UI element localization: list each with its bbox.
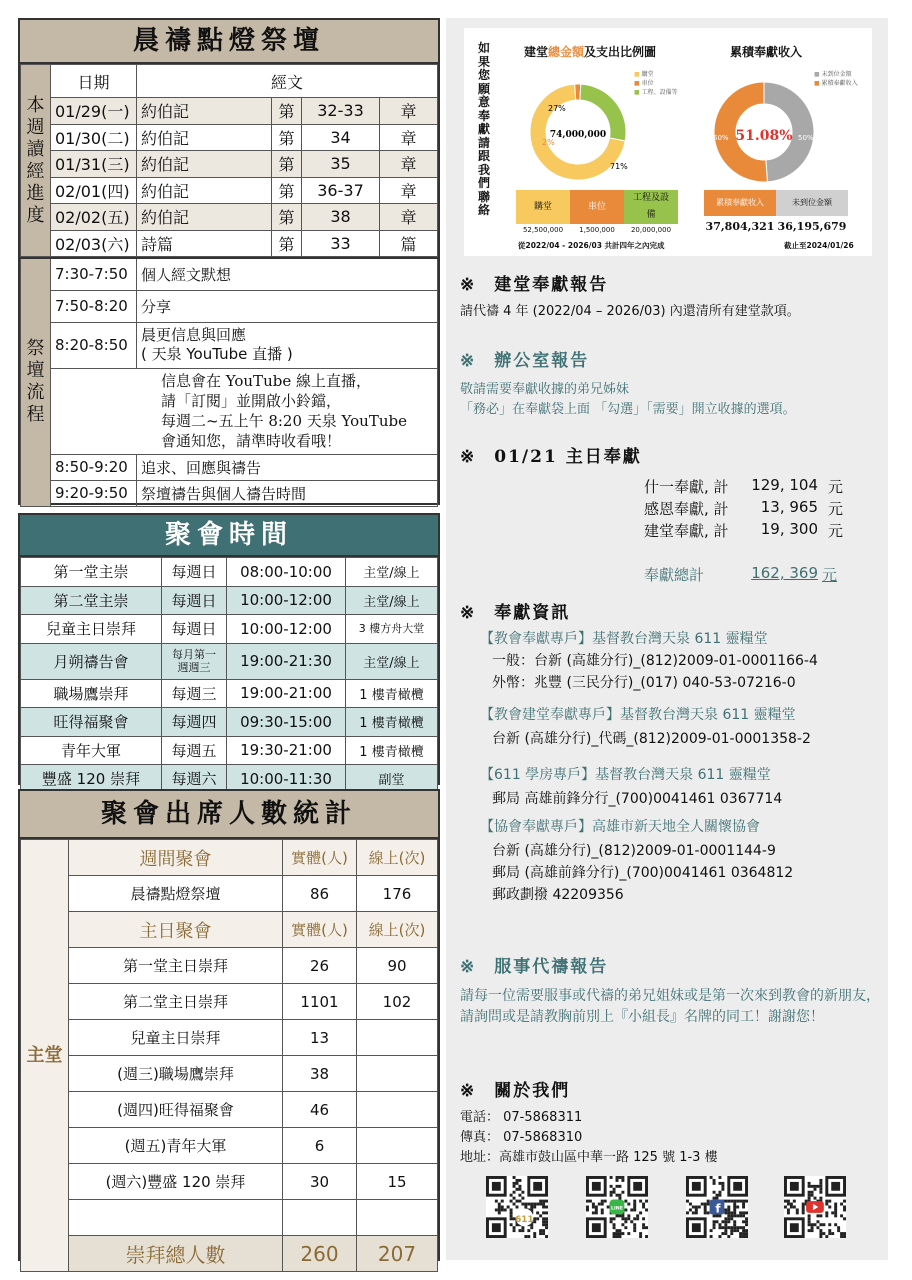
attendance-name: 晨禱點燈祭壇 bbox=[69, 876, 283, 912]
offering-amount: 19, 300 bbox=[760, 520, 818, 538]
reading-unit: 篇 bbox=[380, 230, 438, 257]
meeting-time: 19:00-21:00 bbox=[227, 679, 346, 708]
flow-time: 7:50-8:20 bbox=[51, 290, 137, 322]
main-hall-label: 主堂 bbox=[21, 840, 69, 1272]
scripture-header: 經文 bbox=[137, 65, 438, 98]
legend-item: ■ 車位 bbox=[634, 80, 654, 87]
attendance-physical: 13 bbox=[283, 1020, 357, 1056]
service-report-title bbox=[460, 952, 608, 977]
office-report-text bbox=[460, 380, 880, 420]
attendance-row bbox=[21, 1020, 438, 1056]
offering-title bbox=[460, 442, 642, 467]
value-income: 37,804,321 bbox=[705, 220, 775, 233]
offering-info-title bbox=[460, 598, 570, 623]
attendance-online: 15 bbox=[357, 1164, 438, 1200]
meeting-day: 每週日 bbox=[162, 615, 227, 644]
reading-chapter: 35 bbox=[302, 151, 380, 178]
reading-date: 02/03(六) bbox=[51, 230, 137, 257]
attendance-section bbox=[18, 789, 440, 1267]
meeting-day: 每週四 bbox=[162, 708, 227, 737]
meeting-name: 旺得福聚會 bbox=[21, 708, 162, 737]
offering-unit: 元 bbox=[828, 500, 844, 518]
legend-cell-purchase: 購堂 bbox=[516, 190, 570, 224]
pct-label-construction: 27% bbox=[548, 104, 566, 113]
meeting-times-title: 聚會時間 bbox=[20, 515, 438, 557]
meeting-times-section bbox=[18, 513, 440, 789]
note-line: 每週二~五上午 8:20 天泉 YouTube bbox=[161, 412, 407, 430]
youtube-note bbox=[51, 368, 438, 454]
section-title-text: 01/21 主日奉獻 bbox=[494, 447, 642, 467]
section-title-text: 建堂奉獻報告 bbox=[494, 275, 609, 295]
section-title-text: 關於我們 bbox=[494, 1081, 571, 1101]
offering-row bbox=[644, 476, 843, 497]
reading-prefix: 第 bbox=[272, 230, 302, 257]
offering-total-amount: 162, 369 bbox=[751, 564, 818, 582]
reading-date: 02/01(四) bbox=[51, 177, 137, 204]
meeting-row bbox=[21, 708, 438, 737]
about-title bbox=[460, 1076, 570, 1101]
title-part: 建堂 bbox=[524, 45, 549, 59]
value-purchase: 52,500,000 bbox=[522, 226, 564, 234]
account-line: 台新 (高雄分行)_(812)2009-01-0001144-9 bbox=[492, 843, 776, 859]
meeting-name: 青年大軍 bbox=[21, 736, 162, 765]
611-qr-icon[interactable] bbox=[486, 1176, 548, 1238]
facebook-qr-icon[interactable] bbox=[686, 1176, 748, 1238]
meeting-name: 職場鷹崇拜 bbox=[21, 679, 162, 708]
income-center-label: 51.08% bbox=[735, 128, 793, 144]
reading-chapter: 34 bbox=[302, 124, 380, 151]
meeting-row bbox=[21, 736, 438, 765]
meeting-place: 3 樓方舟大堂 bbox=[346, 615, 438, 644]
legend-label: 購堂 bbox=[641, 71, 654, 78]
svg-text:611: 611 bbox=[515, 1214, 534, 1225]
account-line: 一般：台新 (高雄分行)_(812)2009-01-0001166-4 bbox=[492, 653, 818, 669]
meeting-row bbox=[21, 615, 438, 644]
attendance-name: (週三)職場鷹崇拜 bbox=[69, 1056, 283, 1092]
offering-name: 感恩奉獻, 計 bbox=[644, 500, 729, 518]
legend-item: ■ 累積奉獻收入 bbox=[814, 80, 858, 87]
pct-label-parking: 2% bbox=[542, 138, 555, 147]
offering-amount: 13, 965 bbox=[760, 498, 818, 516]
meeting-row bbox=[21, 558, 438, 587]
legend-cell-construction: 工程及設備 bbox=[624, 190, 678, 224]
offering-amount: 129, 104 bbox=[751, 476, 818, 494]
account-heading: 【教會奉獻專戶】基督教台灣天泉 611 靈糧堂 bbox=[480, 631, 768, 647]
youtube-qr-icon[interactable] bbox=[784, 1176, 846, 1238]
meeting-day: 每週日 bbox=[162, 558, 227, 587]
morning-altar-title: 晨禱點燈祭壇 bbox=[20, 20, 438, 64]
reading-unit: 章 bbox=[380, 124, 438, 151]
sunday-section-row bbox=[21, 912, 438, 948]
reference-mark-icon: ※ bbox=[460, 957, 477, 977]
value-construction: 20,000,000 bbox=[630, 226, 672, 234]
total-physical: 260 bbox=[283, 1236, 357, 1272]
offering-name: 什一奉獻, 計 bbox=[644, 478, 729, 496]
address: 地址：高雄市鼓山區中華一路 125 號 1-3 樓 bbox=[460, 1150, 718, 1165]
offering-name: 建堂奉獻, 計 bbox=[644, 522, 729, 540]
offering-total-unit: 元 bbox=[822, 566, 838, 584]
meeting-time: 19:00-21:30 bbox=[227, 643, 346, 679]
weekly-reading-label: 本週讀經進度 bbox=[21, 65, 51, 257]
attendance-online: 102 bbox=[357, 984, 438, 1020]
section-title-text: 奉獻資訊 bbox=[494, 603, 571, 623]
meeting-name: 第一堂主崇 bbox=[21, 558, 162, 587]
section-title-text: 服事代禱報告 bbox=[494, 957, 609, 977]
account-heading: 【協會奉獻專戶】高雄市新天地全人關懷協會 bbox=[480, 819, 760, 835]
meeting-time: 10:00-12:00 bbox=[227, 615, 346, 644]
meeting-time: 19:30-21:00 bbox=[227, 736, 346, 765]
flow-time: 7:30-7:50 bbox=[51, 258, 137, 290]
attendance-online: 176 bbox=[357, 876, 438, 912]
meeting-time: 08:00-10:00 bbox=[227, 558, 346, 587]
account-heading: 【611 學房專戶】基督教台灣天泉 611 靈糧堂 bbox=[480, 767, 771, 783]
reading-unit: 章 bbox=[380, 204, 438, 231]
reading-book: 約伯記 bbox=[137, 124, 272, 151]
meeting-time: 09:30-15:00 bbox=[227, 708, 346, 737]
reading-book: 約伯記 bbox=[137, 204, 272, 231]
altar-flow-label: 祭壇流程 bbox=[21, 258, 51, 506]
income-chart-title: 累積奉獻收入 bbox=[730, 45, 803, 59]
offering-row bbox=[644, 498, 843, 519]
legend-item: ■ 購堂 bbox=[634, 71, 654, 78]
meeting-name: 豐盛 120 崇拜 bbox=[21, 765, 162, 794]
total-online: 207 bbox=[357, 1236, 438, 1272]
reading-prefix: 第 bbox=[272, 98, 302, 125]
reading-date: 01/29(一) bbox=[51, 98, 137, 125]
attendance-name: (週四)旺得福聚會 bbox=[69, 1092, 283, 1128]
legend-cell-parking: 車位 bbox=[570, 190, 624, 224]
legend-label: 未到位金額 bbox=[821, 71, 852, 78]
meeting-place: 1 樓青橄欖 bbox=[346, 708, 438, 737]
attendance-physical: 30 bbox=[283, 1164, 357, 1200]
svg-text:LINE: LINE bbox=[611, 1206, 623, 1212]
meeting-place: 主堂/線上 bbox=[346, 558, 438, 587]
legend-cell-income: 累積奉獻收入 bbox=[704, 190, 776, 216]
meeting-name: 月朔禱告會 bbox=[21, 643, 162, 679]
legend-item: ■ 未到位金額 bbox=[814, 71, 852, 78]
attendance-title: 聚會出席人數統計 bbox=[20, 791, 438, 839]
online-header: 線上(次) bbox=[357, 912, 438, 948]
meeting-row bbox=[21, 679, 438, 708]
attendance-empty-row bbox=[21, 1200, 438, 1236]
attendance-physical: 86 bbox=[283, 876, 357, 912]
meeting-name: 第二堂主崇 bbox=[21, 586, 162, 615]
offering-total-label: 奉獻總計 bbox=[644, 566, 705, 584]
fund-center-label: 74,000,000 bbox=[549, 130, 607, 140]
attendance-physical: 38 bbox=[283, 1056, 357, 1092]
contact-us-vertical-text: 如果您願意奉獻請跟我們聯絡 bbox=[477, 41, 490, 217]
reading-date: 01/31(三) bbox=[51, 151, 137, 178]
sunday-section-title: 主日聚會 bbox=[69, 912, 283, 948]
account-line: 郵局 高雄前鋒分行_(700)0041461 0367714 bbox=[492, 791, 783, 807]
offering-total-row bbox=[644, 564, 837, 585]
attendance-physical: 1101 bbox=[283, 984, 357, 1020]
meeting-name: 兒童主日崇拜 bbox=[21, 615, 162, 644]
pct-label-income: 50% bbox=[713, 134, 729, 142]
reading-prefix: 第 bbox=[272, 177, 302, 204]
attendance-name: 第一堂主日崇拜 bbox=[69, 948, 283, 984]
section-title-text: 辦公室報告 bbox=[494, 351, 590, 371]
reference-mark-icon: ※ bbox=[460, 351, 477, 371]
svg-text:f: f bbox=[715, 1201, 721, 1216]
physical-header: 實體(人) bbox=[283, 840, 357, 876]
phone-number: 電話： 07-5868311 bbox=[460, 1110, 583, 1125]
meeting-day: 每週三 bbox=[162, 679, 227, 708]
empty-cell bbox=[357, 1200, 438, 1236]
attendance-row bbox=[21, 1164, 438, 1200]
attendance-physical: 46 bbox=[283, 1092, 357, 1128]
reading-chapter: 38 bbox=[302, 204, 380, 231]
offering-unit: 元 bbox=[828, 478, 844, 496]
account-line: 外幣：兆豐 (三民分行)_(017) 040-53-07216-0 bbox=[492, 675, 796, 691]
attendance-row bbox=[21, 1128, 438, 1164]
reading-unit: 章 bbox=[380, 177, 438, 204]
reading-unit: 章 bbox=[380, 98, 438, 125]
note-line: 會通知您，請準時收看哦！ bbox=[161, 432, 342, 450]
attendance-name: 第二堂主日崇拜 bbox=[69, 984, 283, 1020]
reference-mark-icon: ※ bbox=[460, 603, 477, 623]
reading-row bbox=[21, 204, 438, 231]
empty-cell bbox=[69, 1200, 283, 1236]
flow-time: 9:20-9:50 bbox=[51, 480, 137, 506]
note-line: 信息會在 YouTube 線上直播， bbox=[161, 372, 371, 390]
meeting-time: 10:00-11:30 bbox=[227, 765, 346, 794]
attendance-row bbox=[21, 948, 438, 984]
reading-chapter: 32-33 bbox=[302, 98, 380, 125]
reading-chapter: 36-37 bbox=[302, 177, 380, 204]
reading-book: 約伯記 bbox=[137, 177, 272, 204]
meeting-place: 1 樓青橄欖 bbox=[346, 679, 438, 708]
attendance-physical: 26 bbox=[283, 948, 357, 984]
meeting-day: 每週五 bbox=[162, 736, 227, 765]
meeting-time: 10:00-12:00 bbox=[227, 586, 346, 615]
value-parking: 1,500,000 bbox=[579, 226, 615, 234]
account-heading: 【教會建堂奉獻專戶】基督教台灣天泉 611 靈糧堂 bbox=[480, 707, 796, 723]
reading-row bbox=[21, 177, 438, 204]
income-footnote: 截止至2024/01/26 bbox=[784, 241, 854, 250]
attendance-online bbox=[357, 1056, 438, 1092]
meeting-day: 每週日 bbox=[162, 586, 227, 615]
contact-info bbox=[460, 1108, 880, 1168]
attendance-physical: 6 bbox=[283, 1128, 357, 1164]
empty-cell bbox=[283, 1200, 357, 1236]
attendance-online: 90 bbox=[357, 948, 438, 984]
reading-date: 01/30(二) bbox=[51, 124, 137, 151]
flow-item: 祭壇禱告與個人禱告時間 bbox=[137, 480, 438, 506]
reading-unit: 章 bbox=[380, 151, 438, 178]
building-report-title bbox=[460, 270, 608, 295]
flow-item: 追求、回應與禱告 bbox=[137, 454, 438, 480]
line-qr-icon[interactable] bbox=[586, 1176, 648, 1238]
morning-altar-section bbox=[18, 18, 440, 505]
legend-cell-remaining: 未到位金額 bbox=[776, 190, 848, 216]
title-part: 及支出比例圖 bbox=[584, 45, 657, 59]
reading-row bbox=[21, 151, 438, 178]
reading-book: 詩篇 bbox=[137, 230, 272, 257]
building-fund-chart-card bbox=[464, 28, 872, 256]
flow-time: 8:20-8:50 bbox=[51, 322, 137, 368]
meeting-day: 每月第一週週三 bbox=[162, 643, 227, 679]
service-report-text: 請每一位需要服事或代禱的弟兄姐妹或是第一次來到教會的新朋友，請詢問或是請教胸前別上『小組長』名牌的同工！謝謝您！ bbox=[460, 988, 880, 1025]
online-header: 線上(次) bbox=[357, 840, 438, 876]
reading-book: 約伯記 bbox=[137, 98, 272, 125]
attendance-name: (週六)豐盛 120 崇拜 bbox=[69, 1164, 283, 1200]
office-line: 敬請需要奉獻收據的弟兄姊妹 bbox=[460, 382, 630, 397]
flow-item: 分享 bbox=[137, 290, 438, 322]
pct-label-remaining: 50% bbox=[798, 134, 814, 142]
attendance-online bbox=[357, 1020, 438, 1056]
reading-prefix: 第 bbox=[272, 151, 302, 178]
reference-mark-icon: ※ bbox=[460, 1081, 477, 1101]
right-column bbox=[446, 18, 888, 1260]
flow-item: 個人經文默想 bbox=[137, 258, 438, 290]
flow-item-subtitle: ( 天泉 YouTube 直播 ) bbox=[141, 345, 293, 363]
reading-row bbox=[21, 98, 438, 125]
weekday-section-row bbox=[21, 840, 438, 876]
title-part-accent: 總金額 bbox=[548, 45, 585, 59]
reading-row bbox=[21, 124, 438, 151]
legend-label: 工程、設備等 bbox=[641, 89, 678, 96]
total-label: 崇拜總人數 bbox=[69, 1236, 283, 1272]
attendance-name: 兒童主日崇拜 bbox=[69, 1020, 283, 1056]
flow-item-title: 晨更信息與回應 bbox=[141, 326, 247, 344]
flow-item bbox=[137, 322, 438, 368]
account-line: 台新 (高雄分行)_代碼_(812)2009-01-0001358-2 bbox=[492, 731, 811, 747]
reading-row bbox=[21, 230, 438, 257]
attendance-table bbox=[20, 839, 438, 1272]
building-report-text: 請代禱 4 年 (2022/04 – 2026/03) 內還清所有建堂款項。 bbox=[460, 304, 800, 319]
account-line: 郵政劃撥 42209356 bbox=[492, 887, 624, 903]
reading-prefix: 第 bbox=[272, 204, 302, 231]
altar-flow-table bbox=[20, 257, 438, 507]
reading-book: 約伯記 bbox=[137, 151, 272, 178]
meeting-row bbox=[21, 643, 438, 679]
flow-time: 8:50-9:20 bbox=[51, 454, 137, 480]
attendance-row bbox=[21, 1056, 438, 1092]
offering-row bbox=[644, 520, 843, 541]
legend-item: ■ 工程、設備等 bbox=[634, 89, 678, 96]
office-line: 「務必」在奉獻袋上面 「勾選」「需要」開立收據的選項。 bbox=[460, 402, 796, 417]
fax-number: 傳真： 07-5868310 bbox=[460, 1130, 583, 1145]
value-remaining: 36,195,679 bbox=[777, 220, 847, 233]
reading-prefix: 第 bbox=[272, 124, 302, 151]
offering-unit: 元 bbox=[828, 522, 844, 540]
reading-chapter: 33 bbox=[302, 230, 380, 257]
legend-label: 累積奉獻收入 bbox=[821, 80, 858, 87]
attendance-name: (週五)青年大軍 bbox=[69, 1128, 283, 1164]
attendance-online bbox=[357, 1128, 438, 1164]
date-header: 日期 bbox=[51, 65, 137, 98]
meeting-place: 主堂/線上 bbox=[346, 643, 438, 679]
meeting-place: 副堂 bbox=[346, 765, 438, 794]
attendance-total-row bbox=[21, 1236, 438, 1272]
reading-date: 02/02(五) bbox=[51, 204, 137, 231]
meeting-day: 每週六 bbox=[162, 765, 227, 794]
reading-schedule-table bbox=[20, 64, 438, 257]
office-report-title bbox=[460, 346, 589, 371]
meeting-times-table bbox=[20, 557, 438, 794]
attendance-row bbox=[21, 1092, 438, 1128]
attendance-row bbox=[21, 876, 438, 912]
meeting-row bbox=[21, 586, 438, 615]
meeting-place: 1 樓青橄欖 bbox=[346, 736, 438, 765]
reference-mark-icon: ※ bbox=[460, 275, 477, 295]
attendance-online bbox=[357, 1092, 438, 1128]
weekday-section-title: 週間聚會 bbox=[69, 840, 283, 876]
reference-mark-icon: ※ bbox=[460, 447, 477, 467]
legend-label: 車位 bbox=[641, 80, 654, 87]
note-line: 請「訂閱」並開啟小鈴鐺， bbox=[161, 392, 342, 410]
fund-footnote: 從2022/04 - 2026/03 共計四年之內完成 bbox=[518, 241, 665, 250]
account-line: 郵局 (高雄前鋒分行)_(700)0041461 0364812 bbox=[492, 865, 794, 881]
physical-header: 實體(人) bbox=[283, 912, 357, 948]
attendance-row bbox=[21, 984, 438, 1020]
meeting-place: 主堂/線上 bbox=[346, 586, 438, 615]
pct-label-purchase: 71% bbox=[610, 162, 628, 171]
